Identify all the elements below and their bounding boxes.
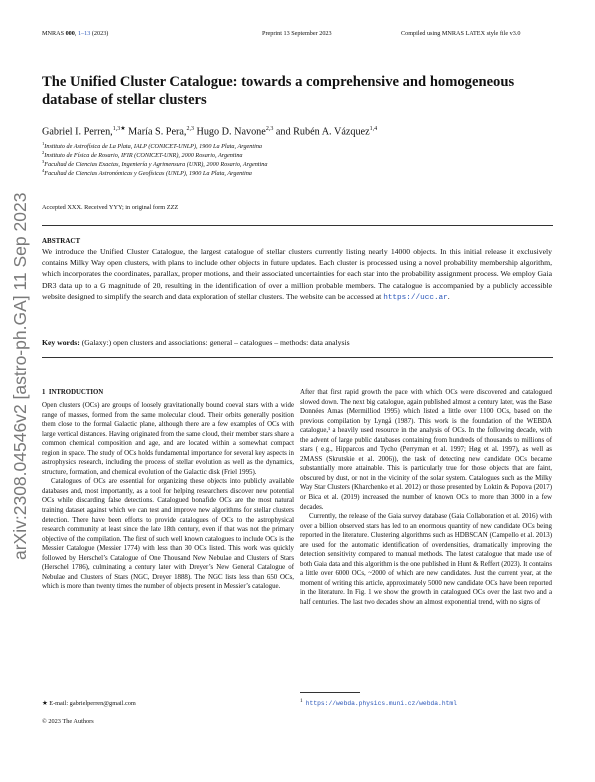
author-affil: 1,4 [369,126,378,132]
paragraph: After that first rapid growth the pace with which OCs were discovered and catalogued slowed down. The next big catalogue, again published almost a century later, was the Base Données Amas (Mermilliod 1995) which listed a little over 1100 OCs, based on the previous compilation by Lyngå (1987). This work is the foundation of the WEBDA catalogue,¹ a heavily used resource in the analysis of OCs. In the following decade, with the advent of large public databases containing from hundreds of thousands to millions of stars ( e.g., Hipparcos and Tycho (Perryman et al. 1997; Høg et al. 1997), as well as 2MASS (Skrutskie et al. 2006)), the task of detecting new candidate OCs became substantially more attainable. This is particularly true for those objects that are faint, obscured by dust, or not in the vicinity of the solar system. Catalogues such as the Milky Way Star Clusters (Kharchenko et al. 2012) or those presented by Loktin & Popova (2017) or Bica et al. (2019) increased the number of known OCs to more than 3000 in a few decades. [300,389,552,511]
paragraph: Catalogues of OCs are essential for organizing these objects into publicly available databases and, most importantly, as a tool for helping researchers discover new potential OCs while discarding false detections. Catalogued bonafide OCs are the most natural training dataset against which we can test and improve new algorithms for stellar clusters detection. There have been efforts to provide catalogues of OCs to the astrophysical research community at least since the late 18th century, even if that was not the primary objective of the compilation. The first of such well known catalogues to include OCs is the Messier Catalogue (Messier 1774) with less than 30 OCs listed. This work was quickly followed by Herschel’s Catalogue of One Thousand New Nebulae and Clusters of Stars (Herschel 1786), culminating a century later with Dreyer’s New General Catalogue of Nebulae and Clusters of Stars (NGC, Dreyer 1888). The NGC lists less than 650 OCs, which is more than twenty times the number of objects present in Messier’s catalogue. [42,478,294,591]
author-name: María S. Pera, [128,126,187,138]
journal-year: (2023) [91,30,109,37]
compiled-note: Compiled using MNRAS LATEX style file v3.0 [401,30,521,37]
keywords-text: (Galaxy:) open clusters and associations: general – catalogues – methods: data analysis [81,338,350,347]
copyright: © 2023 The Authors [42,718,94,725]
webda-link[interactable]: https://webda.physics.muni.cz/webda.html [305,700,457,708]
running-header-journal: MNRAS 000, 1–13 (2023) [42,30,109,37]
paper-title: The Unified Cluster Catalogue: towards a comprehensive and homogeneous database of stellar clusters [42,74,515,108]
journal-pages[interactable]: 1–13 [77,30,91,37]
arxiv-stamp: arXiv:2308.04546v2 [astro-ph.GA] 11 Sep 2023 [10,192,30,560]
paragraph: Open clusters (OCs) are groups of loosely gravitationally bound coeval stars with a wide range of masses, formed from the same molecular cloud. Their orbits generally position them close to the formal Galactic plane, although there are a few examples of OCs with large vertical distances. Having originated from the same cloud, their member stars share a common chemical composition and age, and are located within a somewhat compact region in space. The study of OCs holds fundamental importance for several key aspects in astrophysics research, including the process of stellar evolution as well as the dynamics, structure, formation, and chemical evolution of the Galactic disk (Friel 1995). [42,402,294,476]
affiliation: $^2$Instituto de Física de Rosario, IFIR (CONICET-UNR), 2000 Rosario, Argentina [42,150,243,160]
author-name: Gabriel I. Perren, [42,126,113,138]
keywords-label: Key words: [42,338,80,347]
abstract-text: We introduce the Unified Cluster Catalogue, the largest catalogue of stellar clusters currently listing nearly 14000 objects. In this initial release it exclusively contains Milky Way open clusters, with plans to include other objects in future updates. Each cluster is processed using a novel probability membership algorithm, which incorporates the coordinates, parallax, proper motions, and their associated uncertainties for each star into the probability assignment process. We employ Gaia DR3 data up to a G magnitude of 20, resulting in the identification of over a million probable members. The catalogue is accompanied by a publicly accessible website designed to simplify the search and data exploration of stellar clusters. The website can be accessed at [42,247,552,301]
author-name: and Rubén A. Vázquez [275,126,370,138]
author-affil: 2,3 [186,126,194,132]
affiliation: $^3$Facultad de Ciencias Exactas, Ingeniería y Agrimensura (UNR), 2000 Rosario, Argentina [42,159,268,169]
journal-name: MNRAS [42,30,65,37]
keywords [42,338,552,347]
website-link[interactable]: https://ucc.ar [383,293,448,302]
webda-footnote: $^1$ https://webda.physics.muni.cz/webda.html [300,698,457,708]
right-column [300,388,552,608]
preprint-date: Preprint 13 September 2023 [262,30,332,37]
footnote-rule [300,692,360,693]
author-list [42,125,377,137]
accepted-note: Accepted XXX. Received YYY; in original form ZZZ [42,204,179,211]
author-name: Hugo D. Navone [196,126,266,138]
affiliation: $^1$Instituto de Astrofísica de La Plata, IALP (CONICET-UNLP), 1900 La Plata, Argentina [42,141,263,151]
author-affil: 1,3★ [112,126,126,132]
affiliation: $^4$Facultad de Ciencias Astronómicas y Geofísicas (UNLP), 1900 La Plata, Argentina [42,168,252,178]
journal-volume: 000 [65,30,75,37]
divider [42,357,553,358]
abstract-heading: ABSTRACT [42,237,81,245]
abstract-body: We introduce the Unified Cluster Catalogue, the largest catalogue of stellar clusters currently listing nearly 14000 objects. In this initial release it exclusively contains Milky Way open clusters, with plans to include other objects in future updates. Each cluster is processed using a novel probability membership algorithm, which incorporates the coordinates, parallax, proper motions, and their associated uncertainties for each star into the probability assignment process. We employ Gaia DR3 data up to a G magnitude of 20, resulting in the identification of over a million probable members. The catalogue is accompanied by a publicly accessible website designed to simplify the search and data exploration of stellar clusters. The website can be accessed at https://ucc.ar. [42,247,552,302]
paragraph: Currently, the release of the Gaia survey database (Gaia Collaboration et al. 2016) with over a billion observed stars has led to an enormous quantity of new candidate OCs being reported in the literature. Clustering algorithms such as HDBSCAN (Campello et al. 2013) are used for the automatic identification of overdensities, dramatically improving the detection sensitivity compared to manual methods. The latest catalogue that made use of both Gaia data and this algorithm is the one published in Hunt & Reffert (2023). It contains a little over 6000 OCs, ~2000 of which are new candidates. Just the current year, at the moment of writing this article, approximately 5000 new candidate OCs have been reported in the literature. In Fig. 1 we show the growth in catalogued OCs over the last two and a half centuries. The last two decades show an almost exponential trend, with no signs of [300,513,552,607]
author-affil: 2,3 [265,126,274,132]
section-heading: 1 INTRODUCTION [42,389,104,396]
email-footnote: ★ E-mail: gabrielperren@gmail.com [42,700,136,707]
divider [42,225,553,226]
left-column [42,401,294,592]
